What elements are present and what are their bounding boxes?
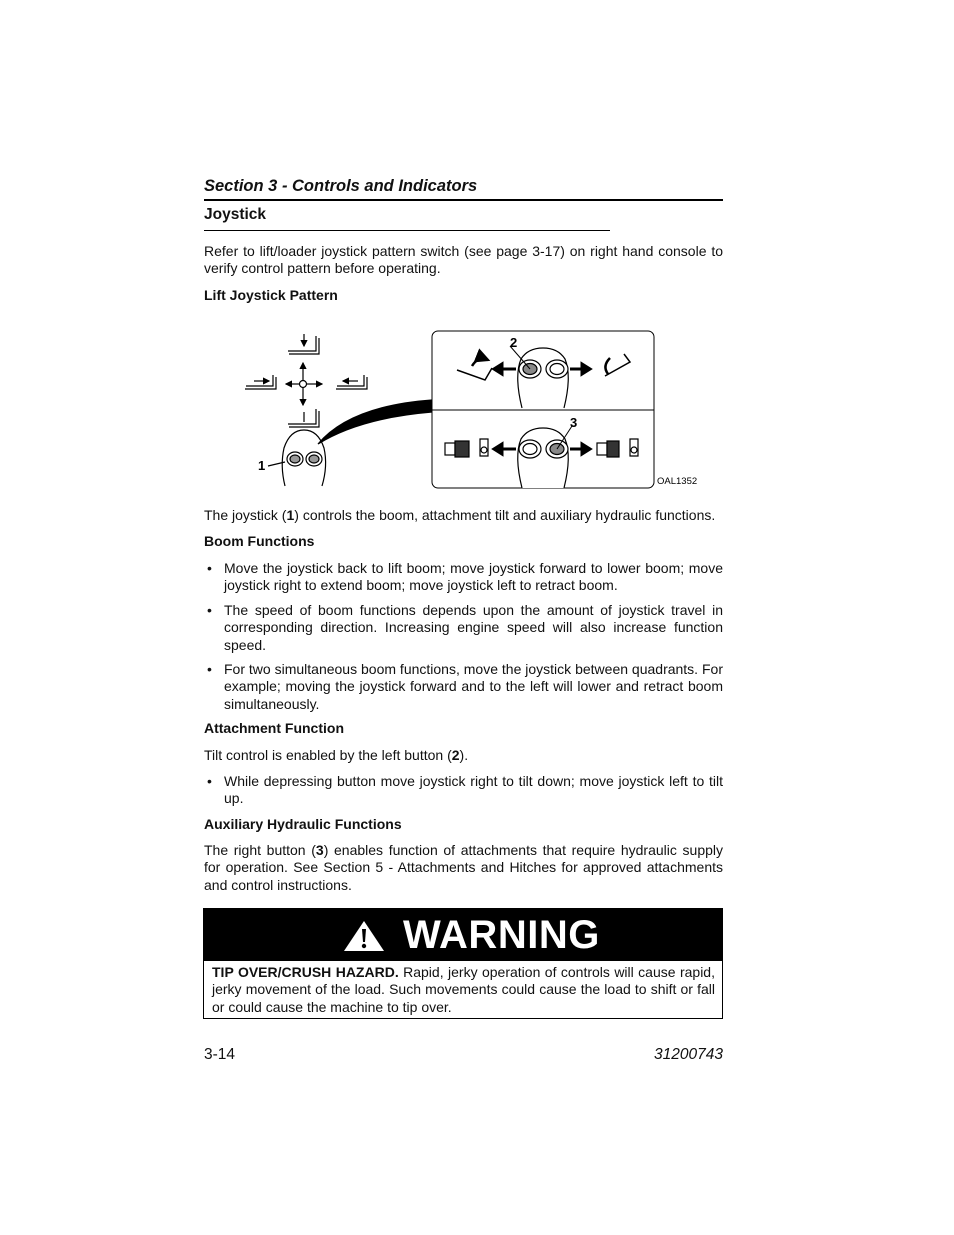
text-before: The joystick ( [204,507,287,523]
lift-pattern-heading: Lift Joystick Pattern [204,287,338,303]
title-underline [204,230,610,231]
header-rule [204,199,723,201]
joystick-pattern-figure [240,326,710,494]
callout-3: 3 [570,415,578,430]
aux-heading: Auxiliary Hydraulic Functions [204,816,402,832]
warning-box [203,908,723,1019]
boom-heading: Boom Functions [204,533,315,549]
page-number: 3-14 [204,1046,236,1063]
section-title: Section 3 - Controls and Indicators [204,177,478,195]
warning-word: WARNING [403,913,600,957]
button-functions-inset [432,331,654,488]
ref-2: 2 [451,747,460,763]
ref-3: 3 [315,842,324,858]
attachment-heading: Attachment Function [204,720,344,736]
list-item [204,773,723,808]
text-after: ). [459,747,469,763]
list-item [204,560,723,595]
text-before: The right button ( [204,842,316,858]
bullet-dot: • [207,560,212,576]
attachment-text [204,747,723,764]
bullet-dot: • [207,773,212,789]
warning-triangle-icon [342,919,386,953]
warning-banner [204,909,722,961]
figure-code: OAL1352 [657,476,698,487]
bullet-text: For two simultaneous boom functions, move the joystick between quadrants. For example; moving the joystick forward and to the left will lower and retract boom simultaneously. [224,661,723,712]
joystick-description [204,507,723,524]
joystick-small-diagram [268,400,432,486]
callout-2: 2 [510,335,518,350]
text-after: ) enables function of attachments that require hydraulic supply for operation. See Section 5 - Attachments and Hitches for approved attachments and control instructions. [204,842,724,893]
hazard-description: Rapid, jerky operation of controls will cause rapid, jerky movement of the load. Such movements could cause the load to shift or fall or could cause the machine to tip over. [212,964,715,1015]
text-before: Tilt control is enabled by the left button ( [204,747,452,763]
aux-text [204,842,723,894]
doc-number: 31200743 [654,1046,723,1063]
warning-text [212,964,715,1016]
list-item [204,661,723,713]
bullet-text: While depressing button move joystick right to tilt down; move joystick left to tilt up. [224,773,723,807]
bullet-dot: • [207,602,212,618]
intro-paragraph: Refer to lift/loader joystick pattern switch (see page 3-17) on right hand console to verify control pattern before operating. [204,243,723,277]
page-title: Joystick [204,206,267,223]
text-after: ) controls the boom, attachment tilt and auxiliary hydraulic functions. [294,507,716,523]
list-item [204,602,723,654]
bullet-text: The speed of boom functions depends upon the amount of joystick travel in corresponding direction. Increasing engine speed will also increase function speed. [224,602,723,653]
callout-1: 1 [258,458,266,473]
ref-1: 1 [286,507,295,523]
hazard-label: TIP OVER/CRUSH HAZARD. [212,964,399,980]
bullet-dot: • [207,661,212,677]
bullet-text: Move the joystick back to lift boom; move joystick forward to lower boom; move joystick right to extend boom; move joystick left to retract boom. [224,560,723,594]
